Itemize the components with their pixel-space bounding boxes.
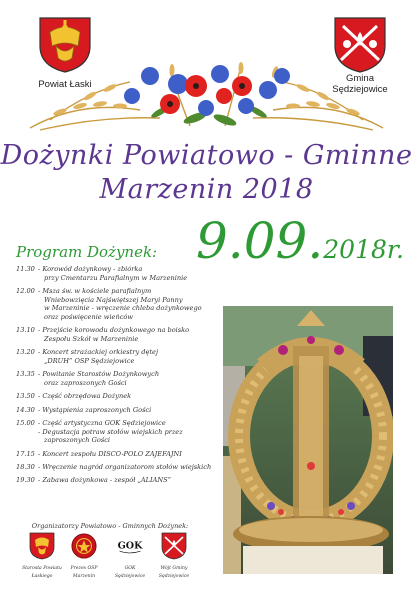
- program-item-time: 18.30: [16, 463, 35, 471]
- harvest-wreath-photo: [223, 306, 393, 574]
- program-item-line: - Przejście korowodu dożynkowego na boisko: [38, 326, 190, 335]
- program-list: [16, 265, 228, 490]
- gok-logo-text: GOK: [117, 540, 143, 552]
- program-item-text: [38, 419, 228, 445]
- program-item-line: - Wystąpienia zaproszonych Gości: [38, 405, 152, 414]
- gmina-label-line2: Sędziejowice: [332, 84, 388, 95]
- program-item: [16, 326, 228, 343]
- program-item-time: 15.00: [16, 419, 35, 427]
- program-item: [16, 419, 228, 445]
- program-item: [16, 463, 228, 472]
- program-item: [16, 476, 228, 485]
- program-item-line: oraz poświęcenie wieńców: [44, 313, 134, 322]
- organizer-gok-line1: GOK: [124, 566, 136, 571]
- flower-banner: [20, 60, 393, 132]
- program-item-line: - Msza św. w kościele parafialnym: [38, 287, 152, 295]
- organizer-starosta-line2: Łaskiego: [31, 573, 53, 579]
- program-item: [16, 265, 228, 282]
- program-item-text: [38, 450, 228, 459]
- program-item-line: „DRUH” OSP Sędziejowice: [44, 357, 135, 366]
- event-location-year: Marzenin 2018: [99, 174, 314, 205]
- event-date: [196, 212, 404, 270]
- organizer-gok-line2: Sędziejowice: [114, 573, 146, 579]
- program-item: [16, 406, 228, 415]
- program-item-line: - Zabawa dożynkowa - zespół „ALIANS”: [38, 476, 172, 485]
- gmina-label-line1: Gmina: [346, 73, 374, 84]
- program-item-line: oraz zaproszonych Gości: [44, 379, 127, 388]
- program-item-line: Zespołu Szkół w Marzeninie: [44, 335, 139, 344]
- organizer-osp-line1: Prezes OSP: [70, 566, 98, 571]
- program-item-time: 19.30: [16, 476, 35, 485]
- program-item: [16, 392, 228, 401]
- program-item-time: 11.30: [16, 265, 35, 273]
- organizers-title: Organizatorzy Powiatowo - Gminnych Dożynek:: [31, 522, 189, 530]
- program-item-text: [38, 348, 228, 365]
- program-item-line: - Powitanie Starostów Dożynkowych: [38, 370, 160, 379]
- event-date-main: 9.09.: [196, 212, 324, 270]
- program-item-time: 13.50: [16, 392, 35, 401]
- program-item-text: [38, 370, 228, 387]
- program-item-text: [38, 392, 228, 401]
- program-item-text: [38, 463, 228, 472]
- organizer-wojt-line1: Wójt Gminy: [160, 566, 188, 571]
- program-item-text: [38, 476, 228, 485]
- program-item-text: [38, 287, 228, 322]
- osp-logo: [71, 532, 97, 560]
- organizer-starosta-line1: Starosta Powiatu: [22, 566, 62, 571]
- program-item-time: 17.15: [16, 449, 35, 458]
- program-item-time: 13.35: [16, 370, 35, 379]
- event-title: Dożynki Powiatowo - Gminne: [0, 140, 413, 171]
- program-item-line: - Korowód dożynkowy - zbiórka: [38, 265, 143, 273]
- program-item-time: 13.20: [16, 348, 35, 357]
- program-item-line: przy Cmentarzu Parafialnym w Marzeninie: [44, 273, 188, 282]
- organizer-wojt: [152, 532, 196, 579]
- program-item-line: - Degustacja potraw stołów wiejskich przez: [38, 427, 183, 436]
- program-item: [16, 370, 228, 387]
- program-item: [16, 450, 228, 459]
- program-item: [16, 287, 228, 322]
- program-item-line: - Koncert zespołu DISCO-POLO ZAJEFAJNI: [38, 449, 182, 458]
- program-item-line: Wniebowzięcia Najświętszej Maryi Panny: [44, 295, 183, 304]
- program-item: [16, 348, 228, 365]
- program-item-text: [38, 406, 228, 415]
- organizer-osp-line2: Marzenin: [72, 573, 96, 579]
- program-item-time: 13.10: [16, 326, 35, 335]
- gok-logo: [117, 532, 143, 560]
- organizer-osp: [62, 532, 106, 579]
- program-heading: Program Dożynek:: [16, 243, 158, 261]
- program-item-time: 14.30: [16, 405, 35, 414]
- program-item-text: [38, 265, 228, 282]
- organizer-starosta: [20, 532, 64, 579]
- program-item-text: [38, 326, 228, 343]
- program-item-line: w Marzeninie - wręczenie chleba dożynkowego: [44, 304, 202, 313]
- program-item-line: - Część obrzędowa Dożynek: [38, 392, 132, 401]
- program-item-line: zaproszonych Gości: [44, 436, 111, 445]
- event-date-suffix: 2018r.: [323, 235, 405, 264]
- gmina-coat-of-arms-small: [161, 532, 187, 560]
- program-item-time: 12.00: [16, 287, 35, 295]
- powiat-label: Powiat Łaski: [38, 79, 92, 90]
- organizer-gok: [108, 532, 152, 579]
- organizer-wojt-line2: Sędziejowice: [158, 573, 190, 579]
- powiat-coat-of-arms-small: [29, 532, 55, 560]
- program-item-line: - Część artystyczna GOK Sędziejowice: [38, 419, 166, 427]
- program-item-line: - Koncert strażackiej orkiestry dętej: [38, 348, 158, 357]
- program-item-line: - Wręczenie nagród organizatorom stołów wiejskich: [38, 463, 212, 471]
